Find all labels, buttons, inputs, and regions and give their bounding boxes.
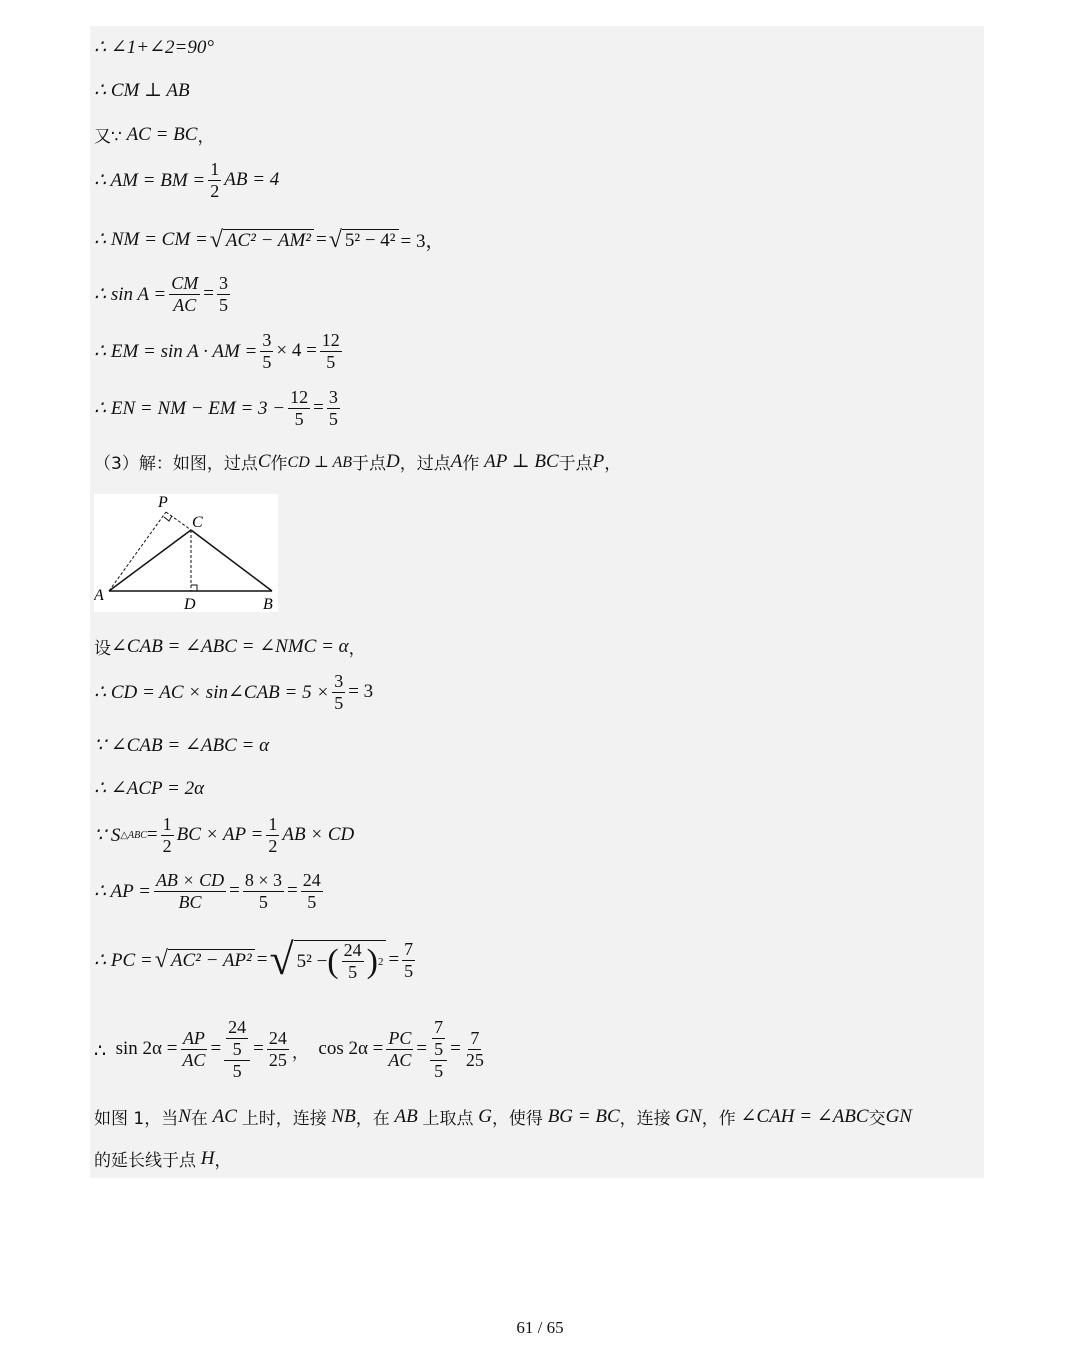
square-root: √ AC² − AM²	[210, 228, 314, 252]
line-angle-sum: ∴ ∠1+∠2=90°	[94, 37, 214, 58]
label-a: A	[94, 587, 104, 604]
fraction: $\frac{3}{5}$	[334, 671, 344, 713]
line-cm-perp-ab: ∴ CM ⊥ AB	[94, 80, 190, 101]
fraction: $\frac{3}{5}$	[218, 273, 228, 315]
triangle-diagram	[94, 494, 278, 612]
fraction: $\frac{3}{5}$	[328, 387, 338, 429]
line-cd: ∴ CD = AC × sin∠CAB = 5 × $\frac{3}{5}$ = 3	[94, 671, 374, 713]
line-nm-cm: ∴ NM = CM = √ AC² − AM² = √ 5² − 4² = 3，	[94, 226, 445, 253]
line-am-bm: ∴ AM = BM = $\frac{1}{2}$ AB = 4	[94, 159, 280, 201]
fraction: $\frac{7}{5}$	[404, 938, 414, 981]
fraction: $\frac{8 \times 3}{5}$	[244, 870, 282, 912]
line-sin-cos-2alpha: ∴ sin 2α = $\frac{AP}{AC}$ = $\frac{\frac{24}{5}}{5}$ = $\frac{24}{25}$ ， cos 2α = $\frac{PC}{AC}$ = $\frac{\frac{7}{5}}{5}$ = $\frac{7}{25}$	[94, 1017, 484, 1081]
fraction: $\frac{24}{5}$	[343, 940, 362, 983]
fraction: $\frac{AB \times CD}{BC}$	[155, 870, 225, 912]
label-b: B	[263, 596, 273, 612]
fraction: $\frac{1}{2}$	[268, 814, 278, 856]
label-p: P	[158, 494, 168, 511]
page-number: 61 / 65	[516, 1318, 564, 1337]
fraction: $\frac{PC}{AC}$	[388, 1027, 412, 1070]
label-d: D	[184, 596, 196, 612]
line-en: ∴ EN = NM − EM = 3 − $\frac{12}{5}$ = $\frac{3}{5}$	[94, 387, 338, 429]
line-extension: 的延长线于点 H ，	[94, 1147, 232, 1171]
complex-fraction: $\frac{\frac{7}{5}}{5}$	[430, 1018, 447, 1081]
line-angle-alpha: ∵ ∠CAB = ∠ABC = α	[94, 735, 270, 756]
line-set-alpha: 设 ∠CAB = ∠ABC = ∠NMC = α ，	[94, 636, 366, 659]
line-ac-eq-bc: 又∵ AC = BC ，	[94, 123, 215, 147]
fraction: $\frac{24}{25}$	[268, 1027, 287, 1070]
fraction: $\frac{7}{25}$	[465, 1027, 484, 1070]
fraction: $\frac{CM}{AC}$	[171, 273, 199, 315]
square-root: √ 5² − ( $\frac{24}{5}$ ) 2	[269, 938, 386, 982]
line-ap: ∴ AP = $\frac{AB \times CD}{BC}$ = $\frac{8 \times 3}{5}$ = $\frac{24}{5}$	[94, 870, 321, 912]
fraction: $\frac{12}{5}$	[290, 387, 309, 429]
fraction: $\frac{1}{2}$	[210, 159, 220, 201]
line-em: ∴ EM = sin A · AM = $\frac{3}{5}$ × 4 = $\frac{12}{5}$	[94, 330, 340, 372]
line-pc: ∴ PC = √ AC² − AP² = √ 5² − ( $\frac{24}{5}$ ) 2 = $\frac{7}{5}$	[94, 935, 414, 984]
line-part3-intro: （3）解：如图，过点 C 作 CD ⊥ AB 于点 D ，过点 A 作 AP ⊥ BC 于点 P ，	[94, 450, 622, 474]
line-sin-a: ∴ sin A = $\frac{CM}{AC}$ = $\frac{3}{5}$	[94, 273, 228, 315]
line-area: ∵ S △ABC = $\frac{1}{2}$ BC × AP = $\frac{1}{2}$ AB × CD	[94, 814, 355, 856]
fraction: $\frac{24}{5}$	[302, 870, 321, 912]
fraction: $\frac{AP}{AC}$	[182, 1027, 206, 1070]
line-acp: ∴ ∠ACP = 2α	[94, 778, 205, 799]
fraction: $\frac{12}{5}$	[321, 330, 340, 372]
fraction: $\frac{3}{5}$	[262, 330, 272, 372]
square-root: √ AC² − AP²	[155, 948, 255, 972]
triangle-figure	[94, 494, 278, 612]
label-c: C	[192, 514, 203, 531]
complex-fraction: $\frac{\frac{24}{5}}{5}$	[224, 1018, 250, 1081]
fraction: $\frac{1}{2}$	[162, 814, 172, 856]
square-root: √ 5² − 4²	[329, 228, 399, 252]
line-figure1-intro: 如图 1，当 N 在 AC 上时，连接 NB ，在 AB 上取点 G ，使得 BG = BC ，连接 GN ，作 ∠CAH = ∠ABC 交 GN	[94, 1105, 912, 1129]
